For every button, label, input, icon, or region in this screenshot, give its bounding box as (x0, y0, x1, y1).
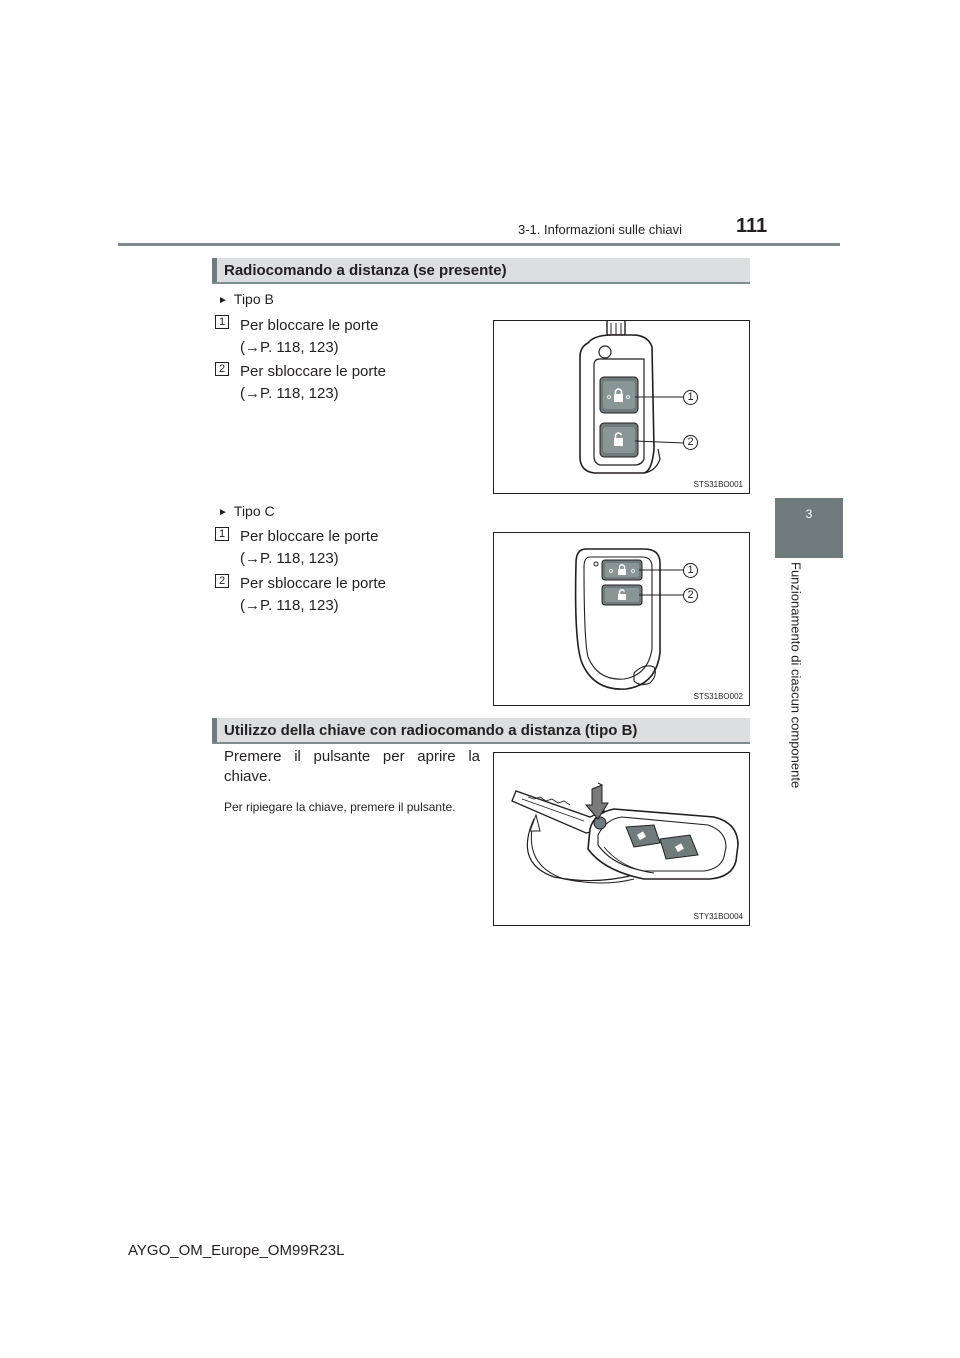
type-b-label (218, 291, 274, 307)
item-number: 2 (215, 362, 229, 376)
triangle-right-icon: ► (218, 507, 228, 518)
figure-code: STS31BO001 (693, 480, 743, 489)
chapter-title: Funzionamento di ciascun componente (788, 562, 804, 789)
chapter-tab[interactable] (775, 498, 843, 558)
item-number: 1 (215, 527, 229, 541)
lock-item (240, 315, 378, 359)
item-number: 2 (215, 574, 229, 588)
figure-key-opening (493, 752, 750, 926)
item-ref[interactable]: (→P. 118, 123) (240, 339, 339, 356)
item-text: Per bloccare le porte (240, 317, 379, 334)
figure-code: STS31BO002 (693, 692, 743, 701)
instruction-line: chiave. (224, 768, 272, 785)
item-text: Per sbloccare le porte (240, 363, 386, 380)
unlock-item (240, 573, 386, 617)
section-title: Radiocomando a distanza (se presente) (224, 262, 507, 279)
key-opening-illustration (494, 753, 749, 925)
callout-1: 1 (683, 390, 698, 405)
chapter-number: 3 (805, 507, 813, 521)
item-ref[interactable]: (→P. 118, 123) (240, 385, 339, 402)
chapter-title-vertical (788, 562, 804, 802)
key-type-b-illustration (494, 321, 749, 493)
unlock-item (240, 361, 386, 405)
figure-code: STY31BO004 (693, 912, 743, 921)
callout-1: 1 (683, 563, 698, 578)
type-c-label (218, 503, 275, 519)
callout-2: 2 (683, 588, 698, 603)
item-text: Per sbloccare le porte (240, 575, 386, 592)
lock-item (240, 526, 378, 570)
type-c-text: Tipo C (233, 503, 275, 519)
section-header-remote (212, 258, 750, 284)
item-number: 1 (215, 315, 229, 329)
note-text: Per ripiegare la chiave, premere il pulsante. (224, 800, 456, 814)
instruction-line: Premere il pulsante per aprire la (224, 748, 480, 765)
section-header-key-usage (212, 718, 750, 744)
key-type-c-illustration (494, 533, 749, 705)
figure-key-type-b (493, 320, 750, 494)
callout-2: 2 (683, 435, 698, 450)
item-ref[interactable]: (→P. 118, 123) (240, 597, 339, 614)
figure-key-type-c (493, 532, 750, 706)
type-b-text: Tipo B (233, 291, 274, 307)
triangle-right-icon: ► (218, 295, 228, 306)
header-section-title: 3-1. Informazioni sulle chiavi (518, 222, 683, 237)
header-rule (118, 243, 840, 246)
section-title: Utilizzo della chiave con radiocomando a distanza (tipo B) (224, 722, 638, 739)
document-id: AYGO_OM_Europe_OM99R23L (128, 1242, 345, 1259)
item-ref[interactable]: (→P. 118, 123) (240, 550, 339, 567)
item-text: Per bloccare le porte (240, 528, 379, 545)
page-number: 111 (736, 215, 768, 237)
